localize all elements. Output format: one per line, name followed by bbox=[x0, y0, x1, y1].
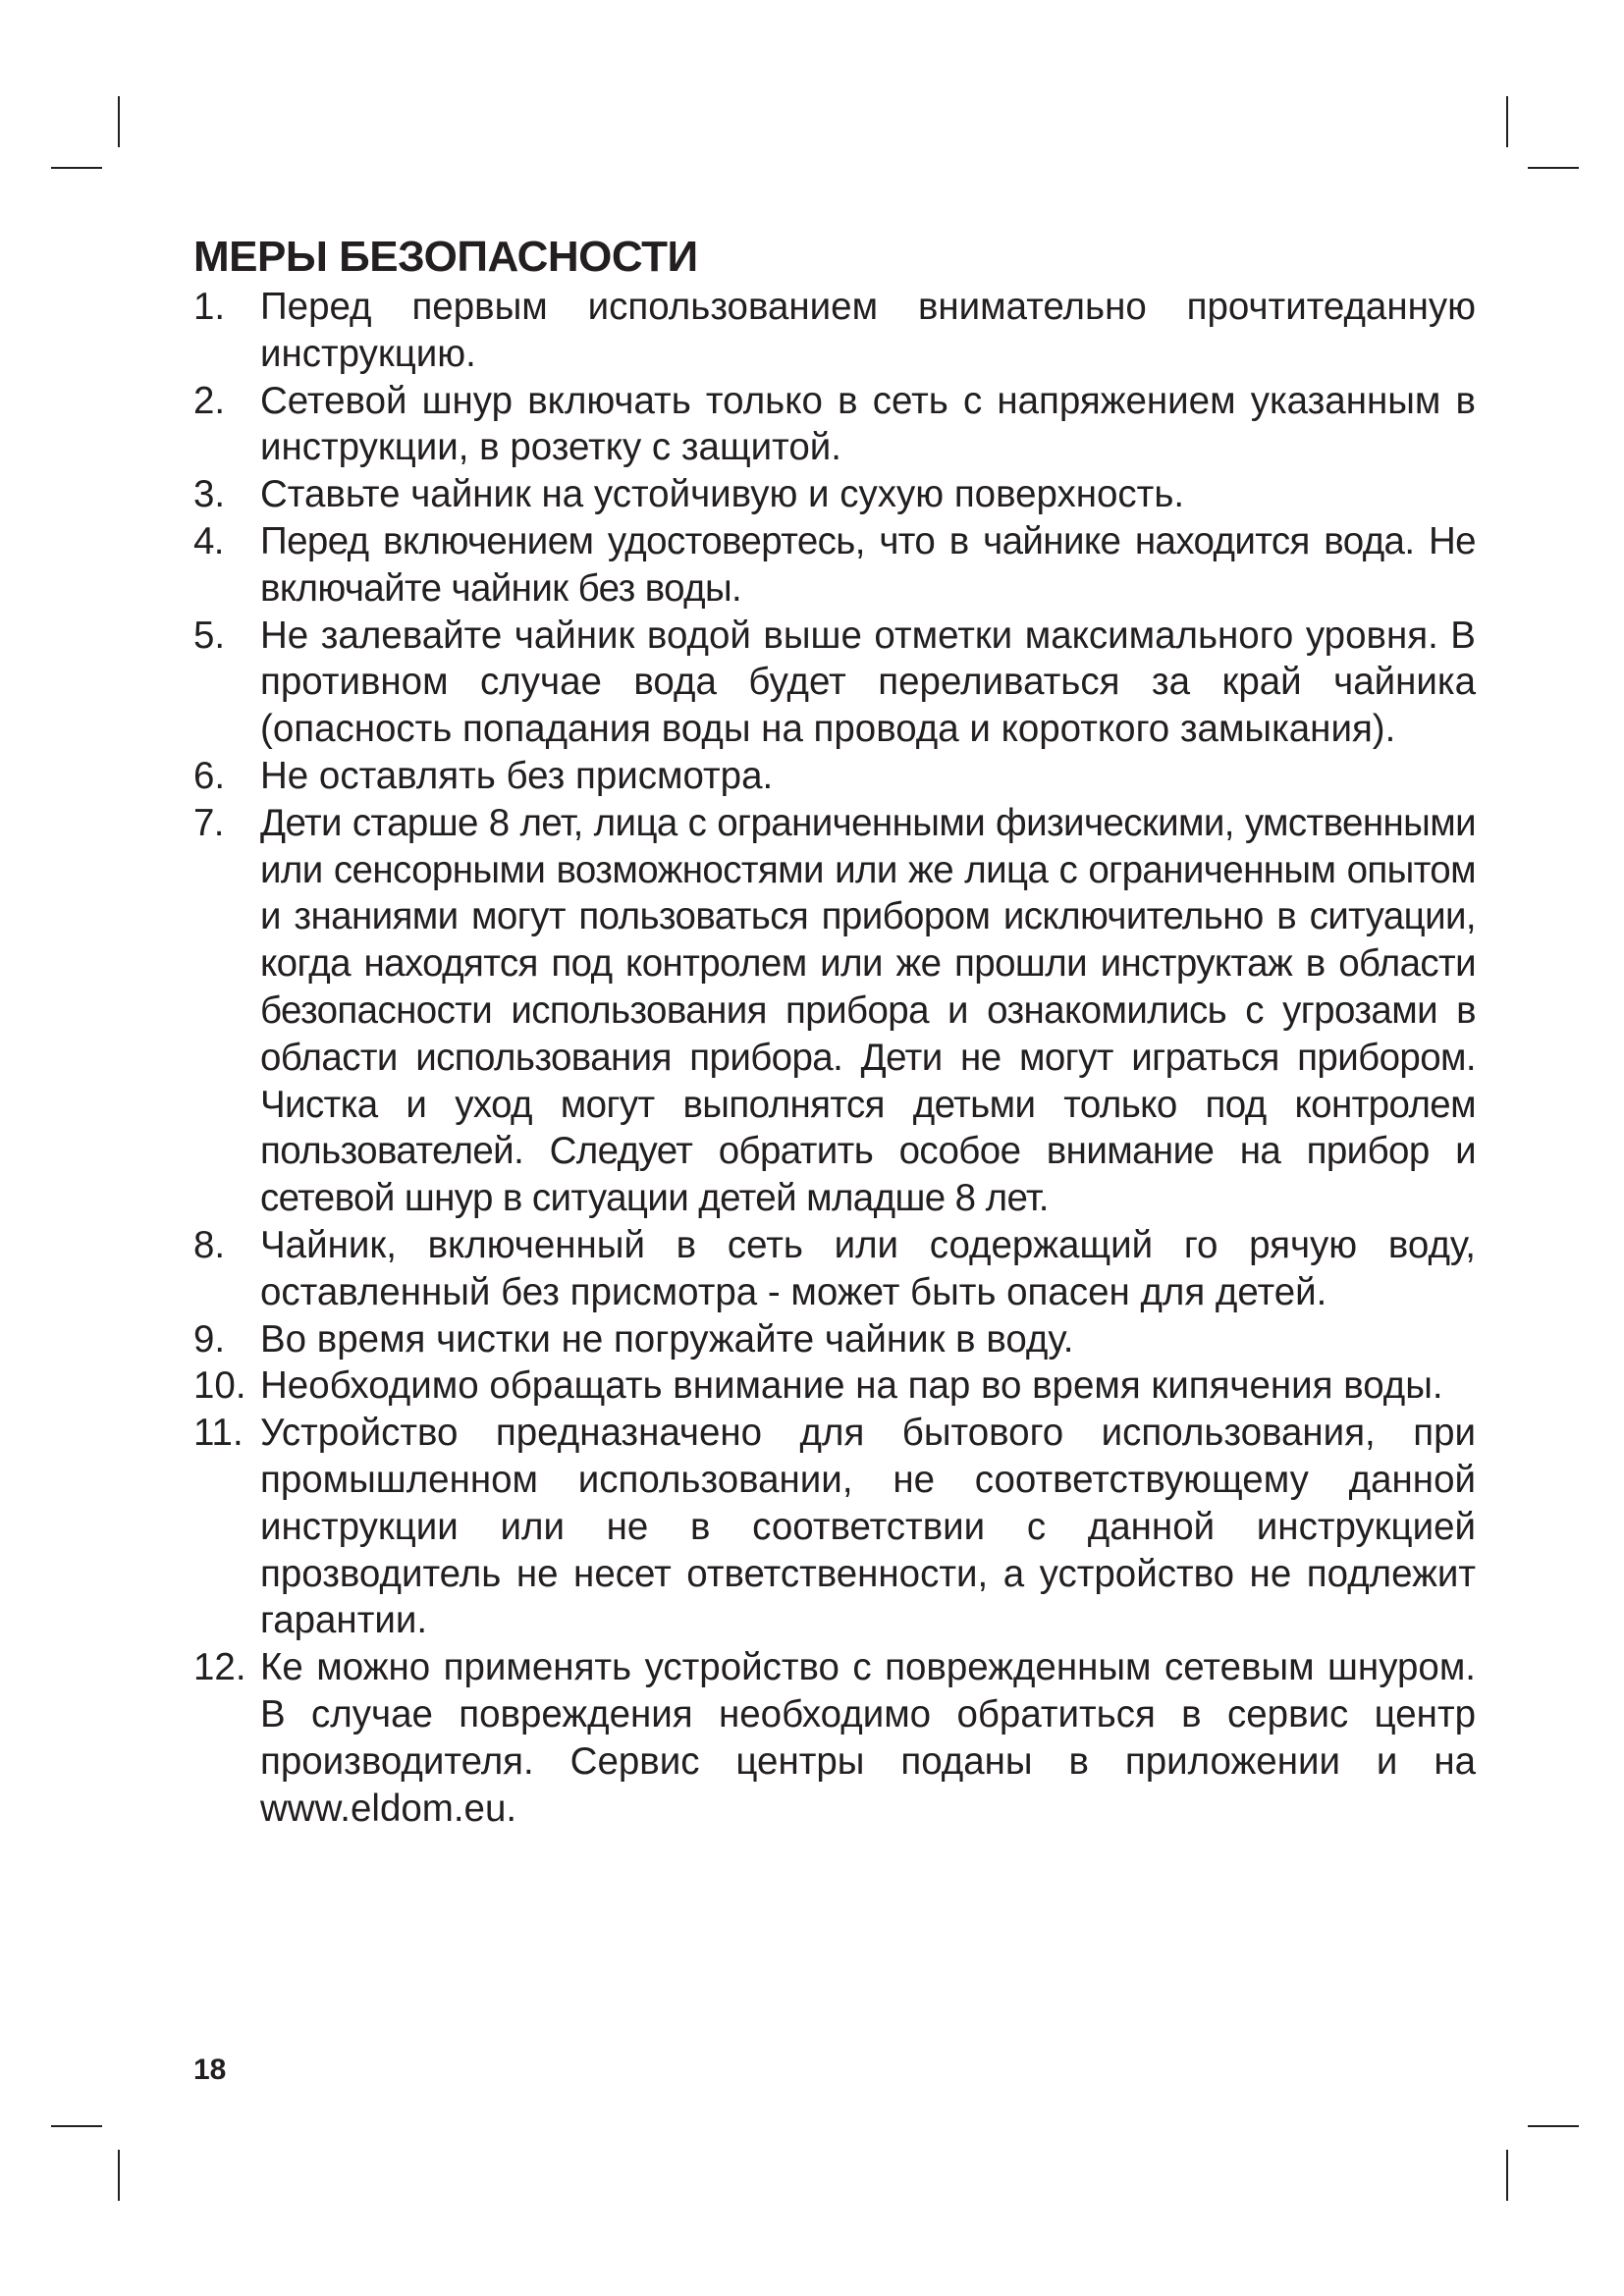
crop-mark-top-right-horizontal bbox=[1528, 167, 1579, 169]
list-item-6 bbox=[193, 753, 1476, 800]
item-number: 8. bbox=[193, 1223, 226, 1266]
item-text: Чайник, включенный в сеть или содержащий го рячую воду, оставленный без присмотра - может быть опасен для детей. bbox=[260, 1223, 1476, 1313]
list-item-4 bbox=[193, 518, 1476, 613]
crop-mark-top-right-vertical bbox=[1506, 96, 1508, 147]
item-number: 1. bbox=[193, 286, 226, 328]
item-number: 5. bbox=[193, 614, 226, 657]
list-item-10 bbox=[193, 1362, 1476, 1410]
item-text: Ставьте чайник на устойчивую и сухую поверхность. bbox=[260, 473, 1185, 516]
item-number: 10. bbox=[193, 1364, 246, 1408]
page-title: МЕРЫ БЕЗОПАСНОСТИ bbox=[193, 233, 698, 281]
list-item-9 bbox=[193, 1316, 1476, 1363]
item-number: 12. bbox=[193, 1646, 246, 1689]
item-text: Сетевой шнур включать только в сеть с напряжением указанным в инструкции, в розетку с защитой. bbox=[260, 379, 1476, 469]
list-item-7 bbox=[193, 800, 1476, 1222]
item-text: Не оставлять без присмотра. bbox=[260, 754, 774, 797]
item-text: Устройство предназначено для бытового использования, при промышленном использовании, не соответствующему данной инструкции или не в соответствии с данной инструкцией прозводитель не несет ответственности, а устройство не подлежит гарантии. bbox=[260, 1412, 1476, 1642]
page-content bbox=[193, 231, 1476, 1832]
item-number: 3. bbox=[193, 473, 226, 516]
item-text: Ке можно применять устройство с поврежденным сетевым шнуром. В случае повреждения необходимо обратиться в сервис центр производителя. Сервис центры поданы в приложении и на www.eldom.eu. bbox=[260, 1646, 1476, 1830]
item-number: 4. bbox=[193, 519, 224, 562]
list-item-3 bbox=[193, 471, 1476, 518]
item-number: 2. bbox=[193, 379, 226, 422]
list-item-11 bbox=[193, 1410, 1476, 1644]
crop-mark-bottom-right-vertical bbox=[1506, 2150, 1508, 2201]
item-text: Необходимо обращать внимание на пар во время кипячения воды. bbox=[260, 1364, 1443, 1408]
list-item-5 bbox=[193, 613, 1476, 753]
item-number: 6. bbox=[193, 754, 226, 797]
item-text: Перед включением удостовертесь, что в чайнике находится вода. Не включайте чайник без воды. bbox=[260, 519, 1476, 610]
list-item-8 bbox=[193, 1222, 1476, 1316]
crop-mark-top-left-horizontal bbox=[51, 167, 102, 169]
crop-mark-bottom-left-vertical bbox=[118, 2150, 120, 2201]
crop-mark-top-left-vertical bbox=[118, 96, 120, 147]
item-number: 7. bbox=[193, 801, 224, 844]
list-item-12 bbox=[193, 1644, 1476, 1832]
item-text: Перед первым использованием внимательно прочтитеданную инструкцию. bbox=[260, 286, 1476, 375]
crop-mark-bottom-right-horizontal bbox=[1528, 2125, 1579, 2127]
item-number: 9. bbox=[193, 1317, 226, 1361]
item-text: Дети старше 8 лет, лица с ограниченными физическими, умственными или сенсорными возможностями или же лица с ограниченным опытом и знаниями могут пользоваться прибором исключительно в ситуации, когда находятся под контролем или же прошли инструктаж в области безопасности использования прибора и ознакомились с угрозами в области использования прибора. Дети не могут играться прибором. Чистка и уход могут выполнятся детьми только под контролем пользователей. Следует обратить особое внимание на прибор и сетевой шнур в ситуации детей младше 8 лет. bbox=[260, 801, 1476, 1220]
safety-list bbox=[193, 284, 1476, 1832]
item-number: 11. bbox=[193, 1412, 244, 1455]
list-item-1 bbox=[193, 284, 1476, 378]
item-text: Не залевайте чайник водой выше отметки максимального уровня. В противном случае вода будет переливаться за край чайника (опасность попадания воды на провода и короткого замыкания). bbox=[260, 614, 1476, 751]
item-text: Во время чистки не погружайте чайник в воду. bbox=[260, 1317, 1074, 1361]
crop-mark-bottom-left-horizontal bbox=[51, 2125, 102, 2127]
page-number: 18 bbox=[193, 2054, 227, 2086]
list-item-2 bbox=[193, 378, 1476, 472]
